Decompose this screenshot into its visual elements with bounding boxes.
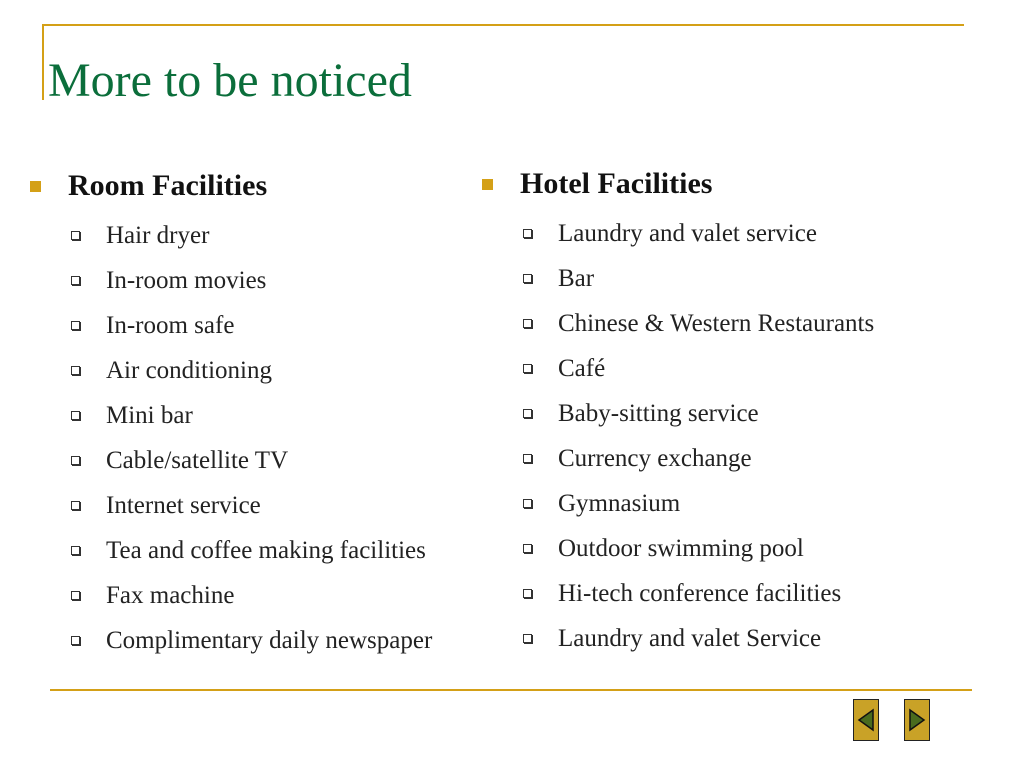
list-item-text: Laundry and valet Service bbox=[558, 624, 822, 652]
list-item bbox=[482, 391, 874, 436]
frame-top-line bbox=[42, 24, 964, 26]
checkbox-bullet-icon bbox=[523, 319, 532, 328]
checkbox-bullet-icon bbox=[71, 591, 80, 600]
list-item bbox=[482, 256, 874, 301]
list-item bbox=[30, 618, 432, 663]
list-item-text: Fax machine bbox=[106, 581, 235, 609]
hotel-facilities-list bbox=[482, 211, 874, 661]
list-item bbox=[482, 346, 874, 391]
square-bullet-icon bbox=[482, 179, 493, 190]
list-item-text: In-room safe bbox=[106, 311, 235, 339]
checkbox-bullet-icon bbox=[523, 589, 532, 598]
list-item bbox=[482, 571, 874, 616]
list-item bbox=[30, 483, 432, 528]
list-item-text: Tea and coffee making facilities bbox=[106, 536, 426, 564]
checkbox-bullet-icon bbox=[71, 636, 80, 645]
previous-slide-button[interactable] bbox=[853, 699, 879, 741]
room-facilities-heading bbox=[30, 165, 432, 207]
list-item bbox=[30, 528, 432, 573]
checkbox-bullet-icon bbox=[523, 499, 532, 508]
checkbox-bullet-icon bbox=[523, 634, 532, 643]
list-item-text: Café bbox=[558, 354, 606, 382]
hotel-facilities-column bbox=[482, 163, 874, 661]
hotel-facilities-heading bbox=[482, 163, 874, 205]
list-item-text: Laundry and valet service bbox=[558, 219, 817, 247]
next-slide-button[interactable] bbox=[904, 699, 930, 741]
square-bullet-icon bbox=[30, 181, 41, 192]
list-item bbox=[30, 258, 432, 303]
list-item bbox=[482, 526, 874, 571]
list-item bbox=[482, 301, 874, 346]
list-item-text: Internet service bbox=[106, 491, 261, 519]
list-item bbox=[30, 303, 432, 348]
frame-bottom-line bbox=[50, 689, 972, 691]
list-item-text: Bar bbox=[558, 264, 595, 292]
list-item-text: Hi-tech conference facilities bbox=[558, 579, 842, 607]
list-item-text: Gymnasium bbox=[558, 489, 681, 517]
checkbox-bullet-icon bbox=[523, 544, 532, 553]
list-item-text: Cable/satellite TV bbox=[106, 446, 289, 474]
hotel-facilities-heading-text: Hotel Facilities bbox=[520, 167, 713, 200]
list-item-text: Mini bar bbox=[106, 401, 193, 429]
checkbox-bullet-icon bbox=[71, 456, 80, 465]
list-item bbox=[482, 436, 874, 481]
triangle-left-icon bbox=[854, 700, 878, 740]
frame-left-line bbox=[42, 24, 44, 100]
checkbox-bullet-icon bbox=[523, 274, 532, 283]
list-item bbox=[30, 213, 432, 258]
list-item bbox=[30, 438, 432, 483]
checkbox-bullet-icon bbox=[71, 546, 80, 555]
checkbox-bullet-icon bbox=[71, 231, 80, 240]
checkbox-bullet-icon bbox=[523, 409, 532, 418]
room-facilities-list bbox=[30, 213, 432, 663]
list-item-text: Hair dryer bbox=[106, 221, 210, 249]
checkbox-bullet-icon bbox=[71, 276, 80, 285]
list-item bbox=[482, 481, 874, 526]
slide-title: More to be noticed bbox=[48, 54, 412, 107]
list-item bbox=[482, 616, 874, 661]
list-item-text: Baby-sitting service bbox=[558, 399, 759, 427]
list-item bbox=[30, 393, 432, 438]
list-item-text: Air conditioning bbox=[106, 356, 272, 384]
checkbox-bullet-icon bbox=[523, 229, 532, 238]
checkbox-bullet-icon bbox=[71, 366, 80, 375]
list-item-text: In-room movies bbox=[106, 266, 267, 294]
checkbox-bullet-icon bbox=[71, 321, 80, 330]
triangle-right-icon bbox=[905, 700, 929, 740]
list-item-text: Currency exchange bbox=[558, 444, 752, 472]
list-item-text: Chinese & Western Restaurants bbox=[558, 309, 875, 337]
checkbox-bullet-icon bbox=[71, 411, 80, 420]
checkbox-bullet-icon bbox=[71, 501, 80, 510]
checkbox-bullet-icon bbox=[523, 364, 532, 373]
list-item bbox=[30, 348, 432, 393]
room-facilities-heading-text: Room Facilities bbox=[68, 169, 268, 202]
checkbox-bullet-icon bbox=[523, 454, 532, 463]
list-item-text: Outdoor swimming pool bbox=[558, 534, 804, 562]
list-item bbox=[482, 211, 874, 256]
room-facilities-column bbox=[30, 165, 432, 663]
list-item-text: Complimentary daily newspaper bbox=[106, 626, 433, 654]
list-item bbox=[30, 573, 432, 618]
